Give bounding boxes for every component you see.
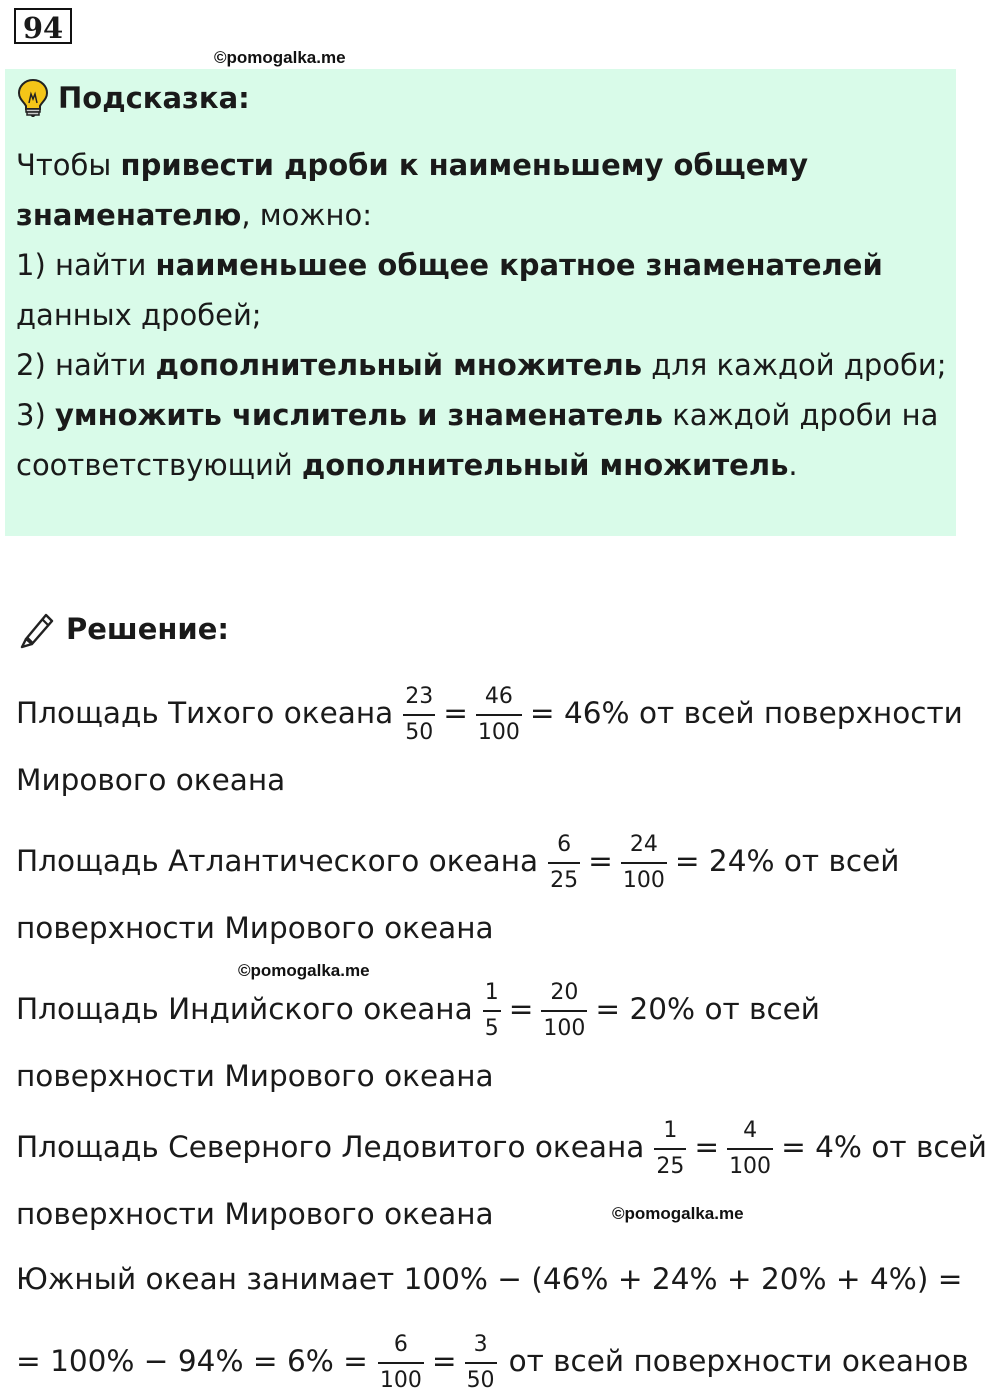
- hint-line-6: [16, 395, 938, 435]
- arctic-result: = 4% от всей: [781, 1130, 987, 1164]
- lightbulb-icon: [16, 78, 50, 118]
- fraction-denominator: 100: [727, 1148, 773, 1178]
- fraction: [621, 834, 667, 892]
- pacific-line: [16, 684, 963, 745]
- fraction-numerator: 23: [405, 684, 434, 709]
- hint-title: [16, 78, 250, 118]
- watermark-top: ©pomogalka.me: [214, 48, 346, 67]
- fraction-numerator: 20: [550, 980, 579, 1005]
- arctic-label: Площадь Северного Ледовитого океана: [16, 1130, 645, 1164]
- pacific-result: = 46% от всей поверхности: [529, 696, 963, 730]
- fraction-denominator: 5: [483, 1010, 501, 1040]
- equals-sign: =: [508, 992, 534, 1026]
- fraction-numerator: 1: [484, 980, 499, 1005]
- fraction: [483, 982, 501, 1040]
- hint-bold-text: знаменателю: [16, 198, 242, 232]
- hint-bold-text: наименьшее общее кратное знаменателей: [155, 248, 883, 282]
- hint-line-1: [16, 145, 808, 185]
- hint-line-4: [16, 295, 262, 335]
- fraction-denominator: 100: [476, 714, 522, 744]
- fraction-numerator: 6: [557, 832, 572, 857]
- hint-line-3: [16, 245, 883, 285]
- hint-text: 2) найти: [16, 348, 156, 382]
- task-number: 94: [14, 8, 72, 44]
- hint-text: для каждой дроби;: [642, 348, 947, 382]
- fraction-numerator: 6: [393, 1332, 408, 1357]
- arctic-continuation: поверхности Мирового океана: [16, 1197, 494, 1231]
- hint-bold-text: привести дроби к наименьшему общему: [120, 148, 808, 182]
- fraction: [548, 834, 580, 892]
- southern-line-1: Южный океан занимает 100% − (46% + 24% + 20% + 4%) =: [16, 1262, 963, 1296]
- fraction-numerator: 3: [473, 1332, 488, 1357]
- fraction-denominator: 100: [621, 862, 667, 892]
- indian-line: [16, 980, 820, 1041]
- hint-text: 1) найти: [16, 248, 156, 282]
- atlantic-continuation: поверхности Мирового океана: [16, 911, 494, 945]
- watermark-middle: ©pomogalka.me: [238, 961, 370, 980]
- hint-text: данных дробей;: [16, 298, 262, 332]
- hint-text: 3): [16, 398, 55, 432]
- southern-suffix: от всей поверхности океанов: [508, 1344, 969, 1378]
- pacific-continuation: Мирового океана: [16, 763, 286, 797]
- solution-title: [18, 609, 229, 649]
- atlantic-result: = 24% от всей: [674, 844, 900, 878]
- watermark-bottom: ©pomogalka.me: [612, 1204, 744, 1223]
- hint-line-7: [16, 445, 798, 485]
- solution-title-text: Решение:: [66, 612, 230, 646]
- hint-text: , можно:: [241, 198, 373, 232]
- hint-line-5: [16, 345, 947, 385]
- equals-sign: =: [443, 696, 468, 730]
- fraction-denominator: 100: [541, 1010, 587, 1040]
- fraction: [541, 982, 587, 1040]
- fraction-numerator: 1: [663, 1118, 678, 1143]
- hint-text: .: [788, 448, 798, 482]
- equals-sign: =: [588, 844, 613, 878]
- fraction-denominator: 25: [548, 862, 580, 892]
- fraction: [654, 1120, 686, 1178]
- fraction-denominator: 50: [403, 714, 435, 744]
- atlantic-label: Площадь Атлантического океана: [16, 844, 539, 878]
- hint-text: каждой дроби на: [663, 398, 939, 432]
- arctic-line: [16, 1118, 987, 1179]
- hint-text: соответствующий: [16, 448, 302, 482]
- pencil-icon: [18, 609, 58, 649]
- fraction-denominator: 100: [378, 1362, 424, 1392]
- fraction-numerator: 46: [484, 684, 513, 709]
- fraction-denominator: 50: [465, 1362, 497, 1392]
- atlantic-line: [16, 832, 900, 893]
- fraction: [378, 1334, 424, 1392]
- pacific-label: Площадь Тихого океана: [16, 696, 394, 730]
- fraction-numerator: 24: [629, 832, 658, 857]
- hint-bold-text: дополнительный множитель: [301, 448, 789, 482]
- hint-line-2: [16, 195, 372, 235]
- southern-prefix: = 100% − 94% = 6% =: [16, 1344, 368, 1378]
- indian-continuation: поверхности Мирового океана: [16, 1059, 494, 1093]
- hint-bold-text: умножить числитель и знаменатель: [54, 398, 664, 432]
- fraction-denominator: 25: [654, 1148, 686, 1178]
- indian-result: = 20% от всей: [595, 992, 820, 1026]
- fraction: [403, 686, 435, 744]
- fraction: [465, 1334, 497, 1392]
- equals-sign: =: [431, 1344, 457, 1378]
- hint-title-text: Подсказка:: [58, 81, 250, 115]
- indian-label: Площадь Индийского океана: [16, 992, 473, 1026]
- hint-bold-text: дополнительный множитель: [155, 348, 643, 382]
- hint-text: Чтобы: [16, 148, 121, 182]
- southern-line-2: [16, 1332, 969, 1393]
- equals-sign: =: [694, 1130, 720, 1164]
- fraction: [727, 1120, 773, 1178]
- fraction-numerator: 4: [743, 1118, 758, 1143]
- fraction: [476, 686, 522, 744]
